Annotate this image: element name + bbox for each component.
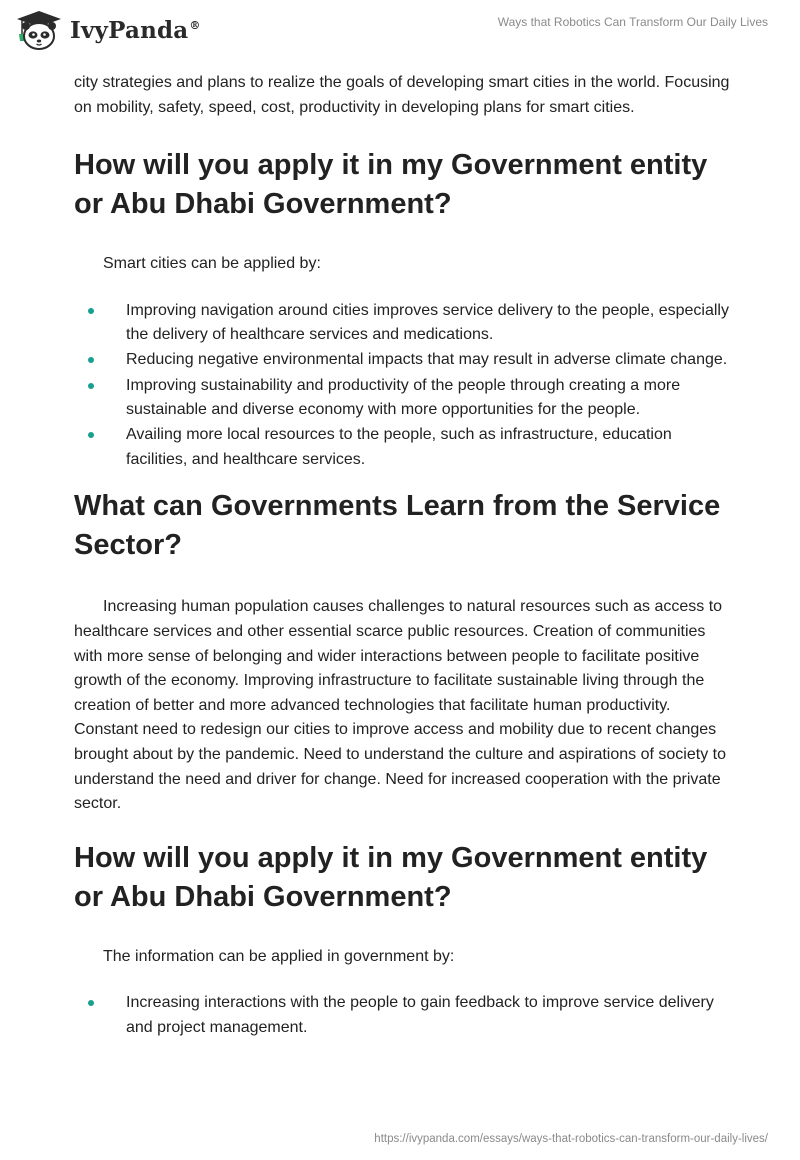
section-heading-learn: What can Governments Learn from the Service Sector? xyxy=(74,490,721,562)
section-heading-apply-2: How will you apply it in my Government entity or Abu Dhabi Government? xyxy=(74,841,708,913)
intro-paragraph: city strategies and plans to realize the goals of developing smart cities in the world. Focusing on mobility, safety, speed, cost, productivity in developing plans for smart cities. xyxy=(74,74,730,116)
source-url-link[interactable]: https://ivypanda.com/essays/ways-that-robotics-can-transform-our-daily-lives/ xyxy=(374,1133,768,1145)
section3-bullet-list xyxy=(74,991,734,1040)
document-title: Ways that Robotics Can Transform Our Daily Lives xyxy=(497,15,768,29)
bullet-dot-icon xyxy=(88,383,94,389)
section2-paragraph: Increasing human population causes challenges to natural resources such as access to healthcare services and other essential scarce public resources. Creation of communities with more sense of belonging and wider interactions between people to facilitate positive growth of the economy. Improving infrastructure to facilitate sustainable living through the creation of better and more advanced technologies that facilitate human productivity. Constant need to redesign our cities to improve access and mobility due to recent changes brought about by the pandemic. Need to understand the culture and aspirations of society to understand the need and driver for change. Need for increased cooperation with the private sector. xyxy=(74,598,726,813)
list-item: Improving navigation around cities improves service delivery to the people, especially the delivery of healthcare services and medications. xyxy=(74,299,734,348)
panda-graduation-cap-icon xyxy=(14,8,64,52)
section1-lead: Smart cities can be applied by: xyxy=(103,255,321,273)
section3-lead: The information can be applied in government by: xyxy=(103,947,455,965)
bullet-dot-icon xyxy=(88,308,94,314)
list-item: Reducing negative environmental impacts that may result in adverse climate change. xyxy=(74,348,734,373)
page-header xyxy=(0,0,800,70)
bullet-dot-icon xyxy=(88,357,94,363)
essay-content xyxy=(74,71,734,1041)
list-item: Availing more local resources to the people, such as infrastructure, education facilities, and healthcare services. xyxy=(74,423,734,472)
section-heading-apply-1: How will you apply it in my Government entity or Abu Dhabi Government? xyxy=(74,149,708,221)
logo-wordmark: IvyPanda® xyxy=(70,16,201,44)
list-item: Improving sustainability and productivity of the people through creating a more sustainable and diverse economy with more opportunities for the people. xyxy=(74,374,734,423)
ivypanda-logo[interactable] xyxy=(14,8,201,52)
section1-bullet-list xyxy=(74,299,734,473)
list-item: Increasing interactions with the people to gain feedback to improve service delivery and project management. xyxy=(74,991,734,1040)
bullet-dot-icon xyxy=(88,432,94,438)
bullet-dot-icon xyxy=(88,1000,94,1006)
